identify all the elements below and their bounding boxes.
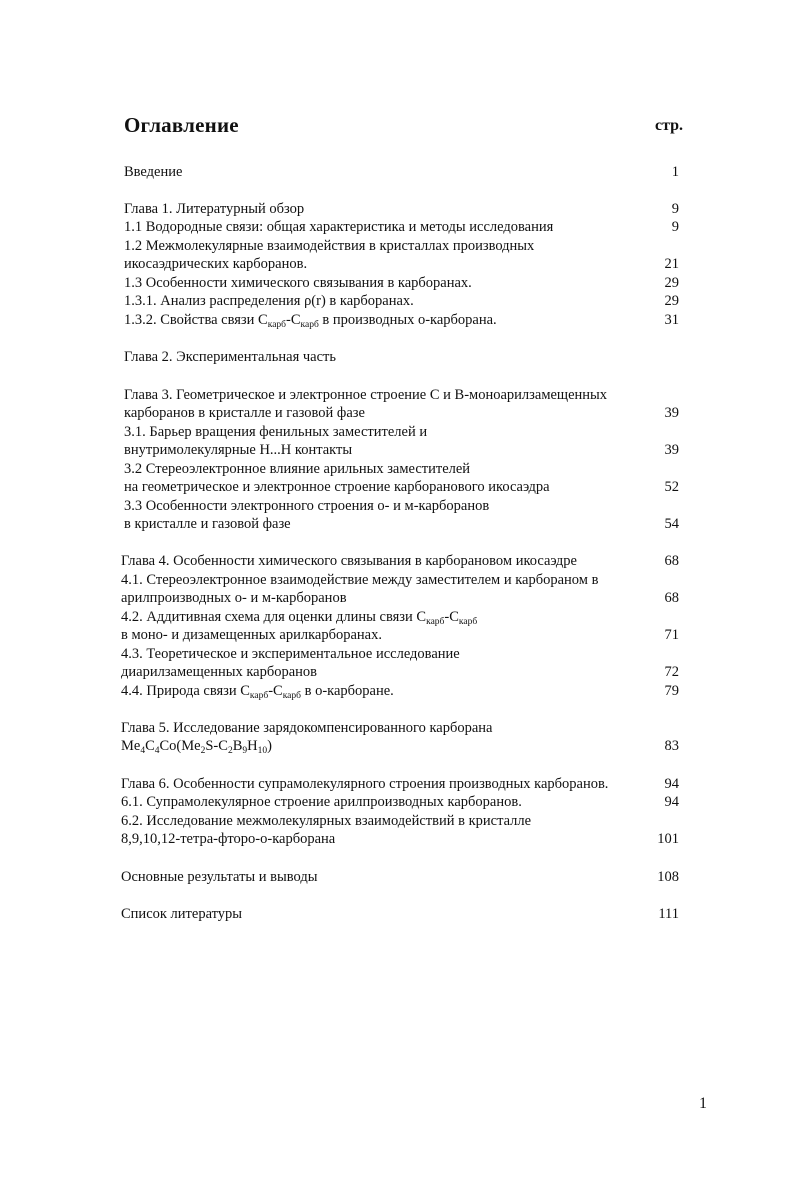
toc-entry — [0, 460, 792, 479]
footer-page-number: 1 — [699, 1095, 707, 1112]
toc-entry — [0, 793, 792, 812]
toc-entry-text: Глава 4. Особенности химического связывания в карборановом икосаэдре — [121, 553, 577, 569]
toc-entry-page: 71 — [664, 627, 679, 643]
toc-entry-page: 29 — [664, 293, 679, 309]
toc-entry — [0, 552, 792, 571]
toc-entry-page: 94 — [664, 794, 679, 810]
toc-entry-text: 6.1. Супрамолекулярное строение арилпроизводных карборанов. — [121, 794, 522, 810]
toc-entry-page: 68 — [664, 590, 679, 606]
toc-entry — [0, 589, 792, 608]
toc-entry-page: 108 — [657, 869, 679, 885]
toc-entry-text: Список литературы — [121, 906, 243, 922]
toc-entry — [0, 571, 792, 590]
toc-entry-text: 1.3.2. Свойства связи $C_{карб}-C_{карб}$ в производных о-карборана. — [124, 312, 497, 330]
toc-entry-page: 29 — [664, 275, 679, 291]
toc-entry-text: Глава 5. Исследование зарядокомпенсированного карборана — [121, 720, 493, 736]
toc-entry-page: 83 — [664, 738, 679, 754]
toc-entry-text: 1.2 Межмолекулярные взаимодействия в кристаллах производных — [124, 238, 535, 254]
toc-entry — [0, 441, 792, 460]
toc-entry-text: 4.4. Природа связи $C_{карб}-C_{карб}$ в о-карборане. — [121, 683, 394, 701]
toc-entry-text: арилпроизводных о- и м-карборанов — [121, 590, 347, 606]
toc-entry — [0, 830, 792, 849]
toc-entry-text: 1.3 Особенности химического связывания в карборанах. — [124, 275, 472, 291]
toc-entry — [0, 311, 792, 330]
toc-entry-text: 3.3 Особенности электронного строения о- и м-карборанов — [124, 498, 490, 514]
toc-entry-text: в кристалле и газовой фазе — [124, 516, 291, 532]
toc-entry-text: 1.3.1. Анализ распределения ρ(r) в карборанах. — [124, 293, 414, 309]
toc-entry-text: 3.2 Стереоэлектронное влияние арильных заместителей — [124, 461, 471, 477]
toc-entry-text: 4.2. Аддитивная схема для оценки длины связи $C_{карб}-C_{карб}$ — [121, 609, 478, 627]
toc-entry-page: 1 — [671, 164, 679, 180]
toc-entry-text: Глава 1. Литературный обзор — [124, 201, 305, 217]
toc-entry — [0, 515, 792, 534]
toc-entry-text: икосаэдрических карборанов. — [124, 256, 308, 272]
page-column-header: стр. — [655, 117, 684, 134]
toc-entry-text: на геометрическое и электронное строение карборанового икосаэдра — [124, 479, 550, 495]
toc-entry-page: 31 — [664, 312, 679, 328]
toc-entry — [0, 626, 792, 645]
toc-entry — [0, 423, 792, 442]
toc-entry — [0, 274, 792, 293]
toc-entry-text: Основные результаты и выводы — [121, 869, 318, 885]
toc-entry-text: Глава 6. Особенности супрамолекулярного строения производных карборанов. — [121, 776, 609, 792]
toc-entry-text: Глава 3. Геометрическое и электронное строение С и В-моноарилзамещенных — [124, 387, 608, 403]
toc-entry-page: 54 — [664, 516, 679, 532]
toc-entry-page: 101 — [657, 831, 679, 847]
toc-entry-text: 8,9,10,12-тетра-фторо-о-карборана — [121, 831, 336, 847]
toc-entry — [0, 404, 792, 423]
toc-entry-page: 94 — [664, 776, 679, 792]
toc-entry-page: 68 — [664, 553, 679, 569]
toc-entry — [0, 682, 792, 701]
toc-entry-text: 6.2. Исследование межмолекулярных взаимодействий в кристалле — [121, 813, 532, 829]
toc-entry — [0, 255, 792, 274]
toc-entry-page: 79 — [664, 683, 679, 699]
toc-entry-text: $Me_4C_4Co(Me_2S-C_2B_9H_{10})$ — [121, 738, 272, 756]
toc-entry-text: внутримолекулярные Н...Н контакты — [124, 442, 353, 458]
toc-entry — [0, 292, 792, 311]
toc-entry-page: 39 — [664, 442, 679, 458]
toc-entry — [0, 386, 792, 405]
toc-entry — [0, 200, 792, 219]
toc-entry-page: 21 — [664, 256, 679, 272]
toc-entry-text: 1.1 Водородные связи: общая характеристика и методы исследования — [124, 219, 554, 235]
toc-entry-text: Глава 2. Экспериментальная часть — [124, 349, 336, 365]
toc-entry — [0, 775, 792, 794]
toc-entry-text: 4.1. Стереоэлектронное взаимодействие между заместителем и карбораном в — [121, 572, 599, 588]
toc-entry-text: 4.3. Теоретическое и экспериментальное исследование — [121, 646, 460, 662]
toc-entry — [0, 218, 792, 237]
toc-entry — [0, 608, 792, 627]
toc-entry — [0, 163, 792, 182]
toc-entry — [0, 905, 792, 924]
toc-entry — [0, 497, 792, 516]
toc-entry-text: Введение — [124, 164, 183, 180]
toc-entry-text: диарилзамещенных карборанов — [121, 664, 318, 680]
toc-entry-text: карборанов в кристалле и газовой фазе — [124, 405, 365, 421]
toc-entry — [0, 645, 792, 664]
page-title: Оглавление — [124, 113, 239, 137]
toc-entry — [0, 237, 792, 256]
toc-entry — [0, 478, 792, 497]
toc-entry — [0, 719, 792, 738]
toc-entry — [0, 868, 792, 887]
toc-entry-page: 111 — [658, 906, 679, 922]
toc-entry-text: 3.1. Барьер вращения фенильных заместителей и — [124, 424, 428, 440]
toc-entry — [0, 737, 792, 756]
toc-entry-page: 52 — [664, 479, 679, 495]
toc-entry-page: 72 — [664, 664, 679, 680]
toc-entry-text: в моно- и дизамещенных арилкарборанах. — [121, 627, 382, 643]
toc-entry-page: 39 — [664, 405, 679, 421]
toc-entry-page: 9 — [671, 201, 679, 217]
toc-entry — [0, 663, 792, 682]
toc-entry-page: 9 — [671, 219, 679, 235]
toc-entry — [0, 348, 792, 367]
toc-entry — [0, 812, 792, 831]
